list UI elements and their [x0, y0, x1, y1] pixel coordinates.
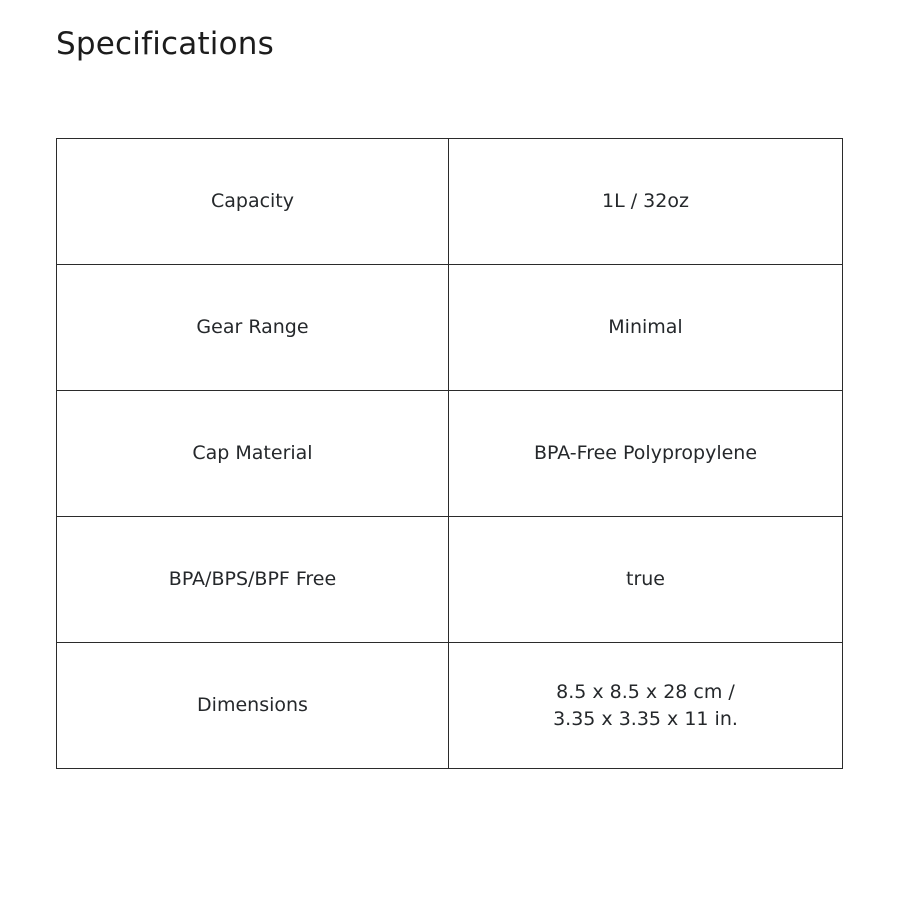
spec-label: Capacity [57, 139, 449, 265]
table-row [57, 517, 843, 643]
spec-value [449, 517, 843, 643]
spec-value-line: 3.35 x 3.35 x 11 in. [553, 707, 738, 730]
specifications-table-body [57, 139, 843, 769]
page-title: Specifications [56, 26, 274, 62]
spec-value [449, 265, 843, 391]
table-row [57, 391, 843, 517]
spec-value-line: true [626, 568, 665, 591]
table-row [57, 265, 843, 391]
spec-label: Dimensions [57, 643, 449, 769]
spec-value [449, 139, 843, 265]
spec-label: BPA/BPS/BPF Free [57, 517, 449, 643]
spec-value-line: Minimal [608, 316, 683, 339]
spec-value-line: 1L / 32oz [602, 190, 689, 213]
spec-value-line: 8.5 x 8.5 x 28 cm / [556, 681, 735, 704]
spec-value [449, 391, 843, 517]
spec-value [449, 643, 843, 769]
spec-label: Cap Material [57, 391, 449, 517]
specifications-table [56, 138, 843, 769]
table-row [57, 643, 843, 769]
spec-value-line: BPA-Free Polypropylene [533, 442, 758, 465]
table-row [57, 139, 843, 265]
spec-label: Gear Range [57, 265, 449, 391]
